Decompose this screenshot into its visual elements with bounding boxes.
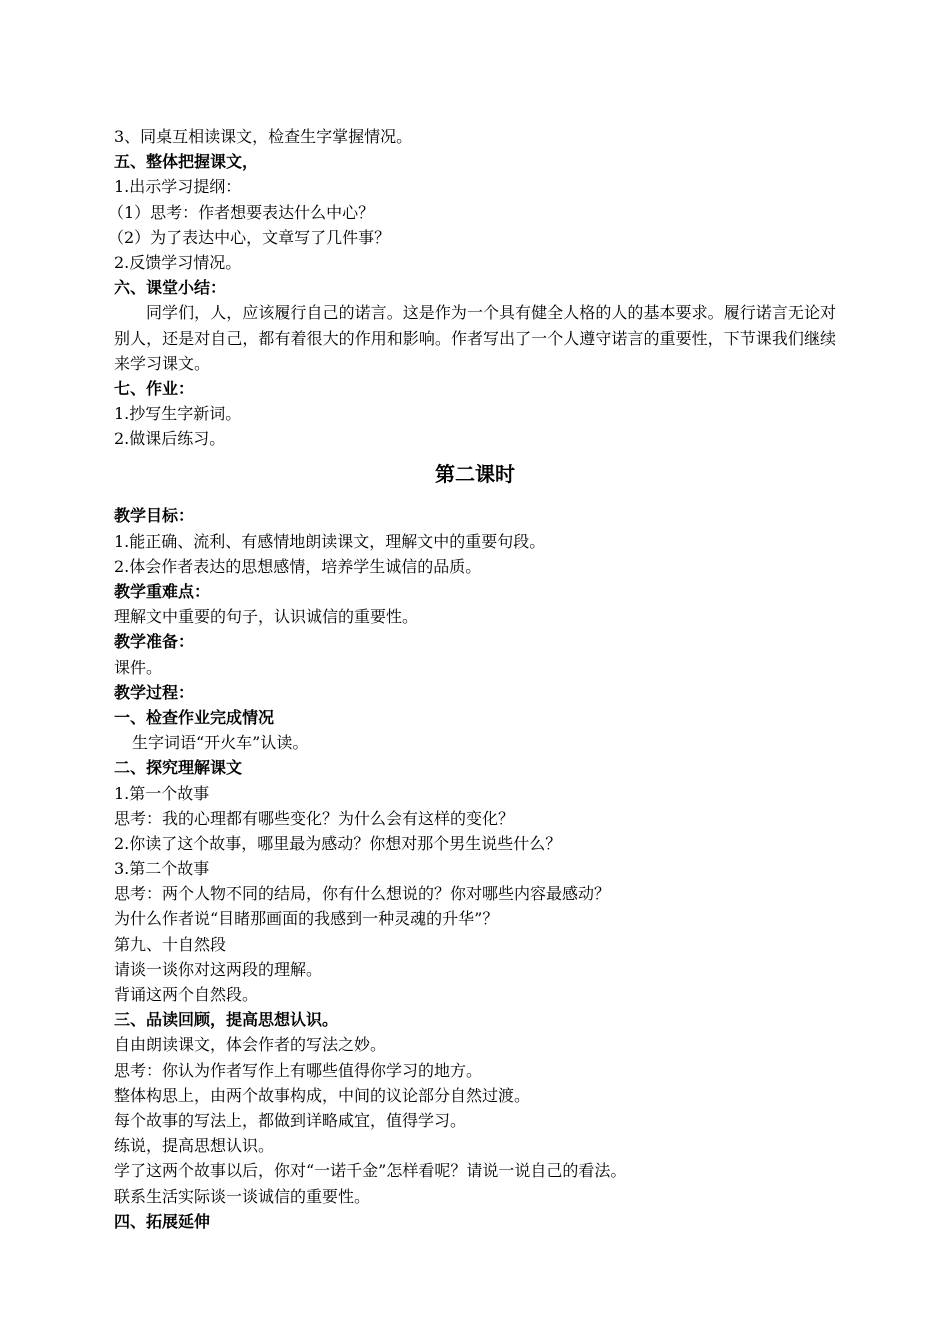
text-line: 1.抄写生字新词。 [114, 404, 242, 424]
text-line: 学了这两个故事以后，你对“一诺千金”怎样看呢？请说一说自己的看法。 [114, 1161, 627, 1181]
heading-key-points: 教学重难点： [114, 582, 211, 602]
text-line: 2.做课后练习。 [114, 429, 226, 449]
text-line: 1.能正确、流利、有感情地朗读课文，理解文中的重要句段。 [114, 531, 546, 551]
text-line: 联系生活实际谈一谈诚信的重要性。 [114, 1186, 371, 1206]
heading-step-2: 二、探究理解课文 [114, 758, 243, 778]
heading-preparation: 教学准备： [114, 632, 195, 652]
heading-step-4: 四、拓展延伸 [114, 1211, 211, 1231]
text-line: 生字词语“开火车”认读。 [132, 733, 309, 753]
text-line: 2.体会作者表达的思想感情，培养学生诚信的品质。 [114, 556, 482, 576]
text-line: 练说，提高思想认识。 [114, 1136, 275, 1156]
text-line: 1.第一个故事 [114, 783, 210, 803]
text-line: 思考：两个人物不同的结局，你有什么想说的？你对哪些内容最感动？ [114, 884, 611, 904]
section-title: 第二课时 [435, 462, 515, 487]
heading-section-7: 七、作业： [114, 378, 195, 398]
text-line: 为什么作者说“目睹那画面的我感到一种灵魂的升华”？ [114, 909, 499, 929]
text-line: 自由朗读课文，体会作者的写法之妙。 [114, 1035, 387, 1055]
summary-paragraph: 同学们，人，应该履行自己的诺言。这是作为一个具有健全人格的人的基本要求。履行诺言无论对别人，还是对自己，都有着很大的作用和影响。作者写出了一个人遵守诺言的重要性，下节课我们继续来学习课文。 [114, 303, 836, 373]
heading-section-6: 六、课堂小结： [114, 278, 227, 298]
text-line: 整体构思上，由两个故事构成，中间的议论部分自然过渡。 [114, 1085, 531, 1105]
text-line: 3.第二个故事 [114, 859, 210, 879]
text-line: 2.反馈学习情况。 [114, 252, 242, 272]
text-line: 理解文中重要的句子，认识诚信的重要性。 [114, 607, 419, 627]
text-line: 思考：我的心理都有哪些变化？为什么会有这样的变化？ [114, 808, 515, 828]
document-page [108, 124, 836, 1234]
text-line: 2.你读了这个故事，哪里最为感动？你想对那个男生说些什么？ [114, 833, 562, 853]
text-line: （2）为了表达中心，文章写了几件事？ [108, 227, 391, 247]
heading-step-3: 三、品读回顾，提高思想认识。 [114, 1010, 339, 1030]
text-line: 每个故事的写法上，都做到详略咸宜，值得学习。 [114, 1110, 467, 1130]
text-line: 1.出示学习提纲： [114, 177, 242, 197]
heading-process: 教学过程： [114, 682, 195, 702]
text-line: 3、同桌互相读课文，检查生字掌握情况。 [114, 127, 413, 146]
text-line: 课件。 [114, 657, 163, 677]
heading-goals: 教学目标： [114, 506, 195, 526]
text-line: 思考：你认为作者写作上有哪些值得你学习的地方。 [114, 1060, 483, 1080]
heading-section-5: 五、整体把握课文， [114, 152, 259, 172]
text-line: 第九、十自然段 [114, 934, 227, 954]
text-line: 背诵这两个自然段。 [114, 985, 259, 1005]
text-line: （1）思考：作者想要表达什么中心？ [108, 202, 375, 222]
text-line: 请谈一谈你对这两段的理解。 [114, 959, 323, 979]
heading-step-1: 一、检查作业完成情况 [114, 707, 275, 727]
